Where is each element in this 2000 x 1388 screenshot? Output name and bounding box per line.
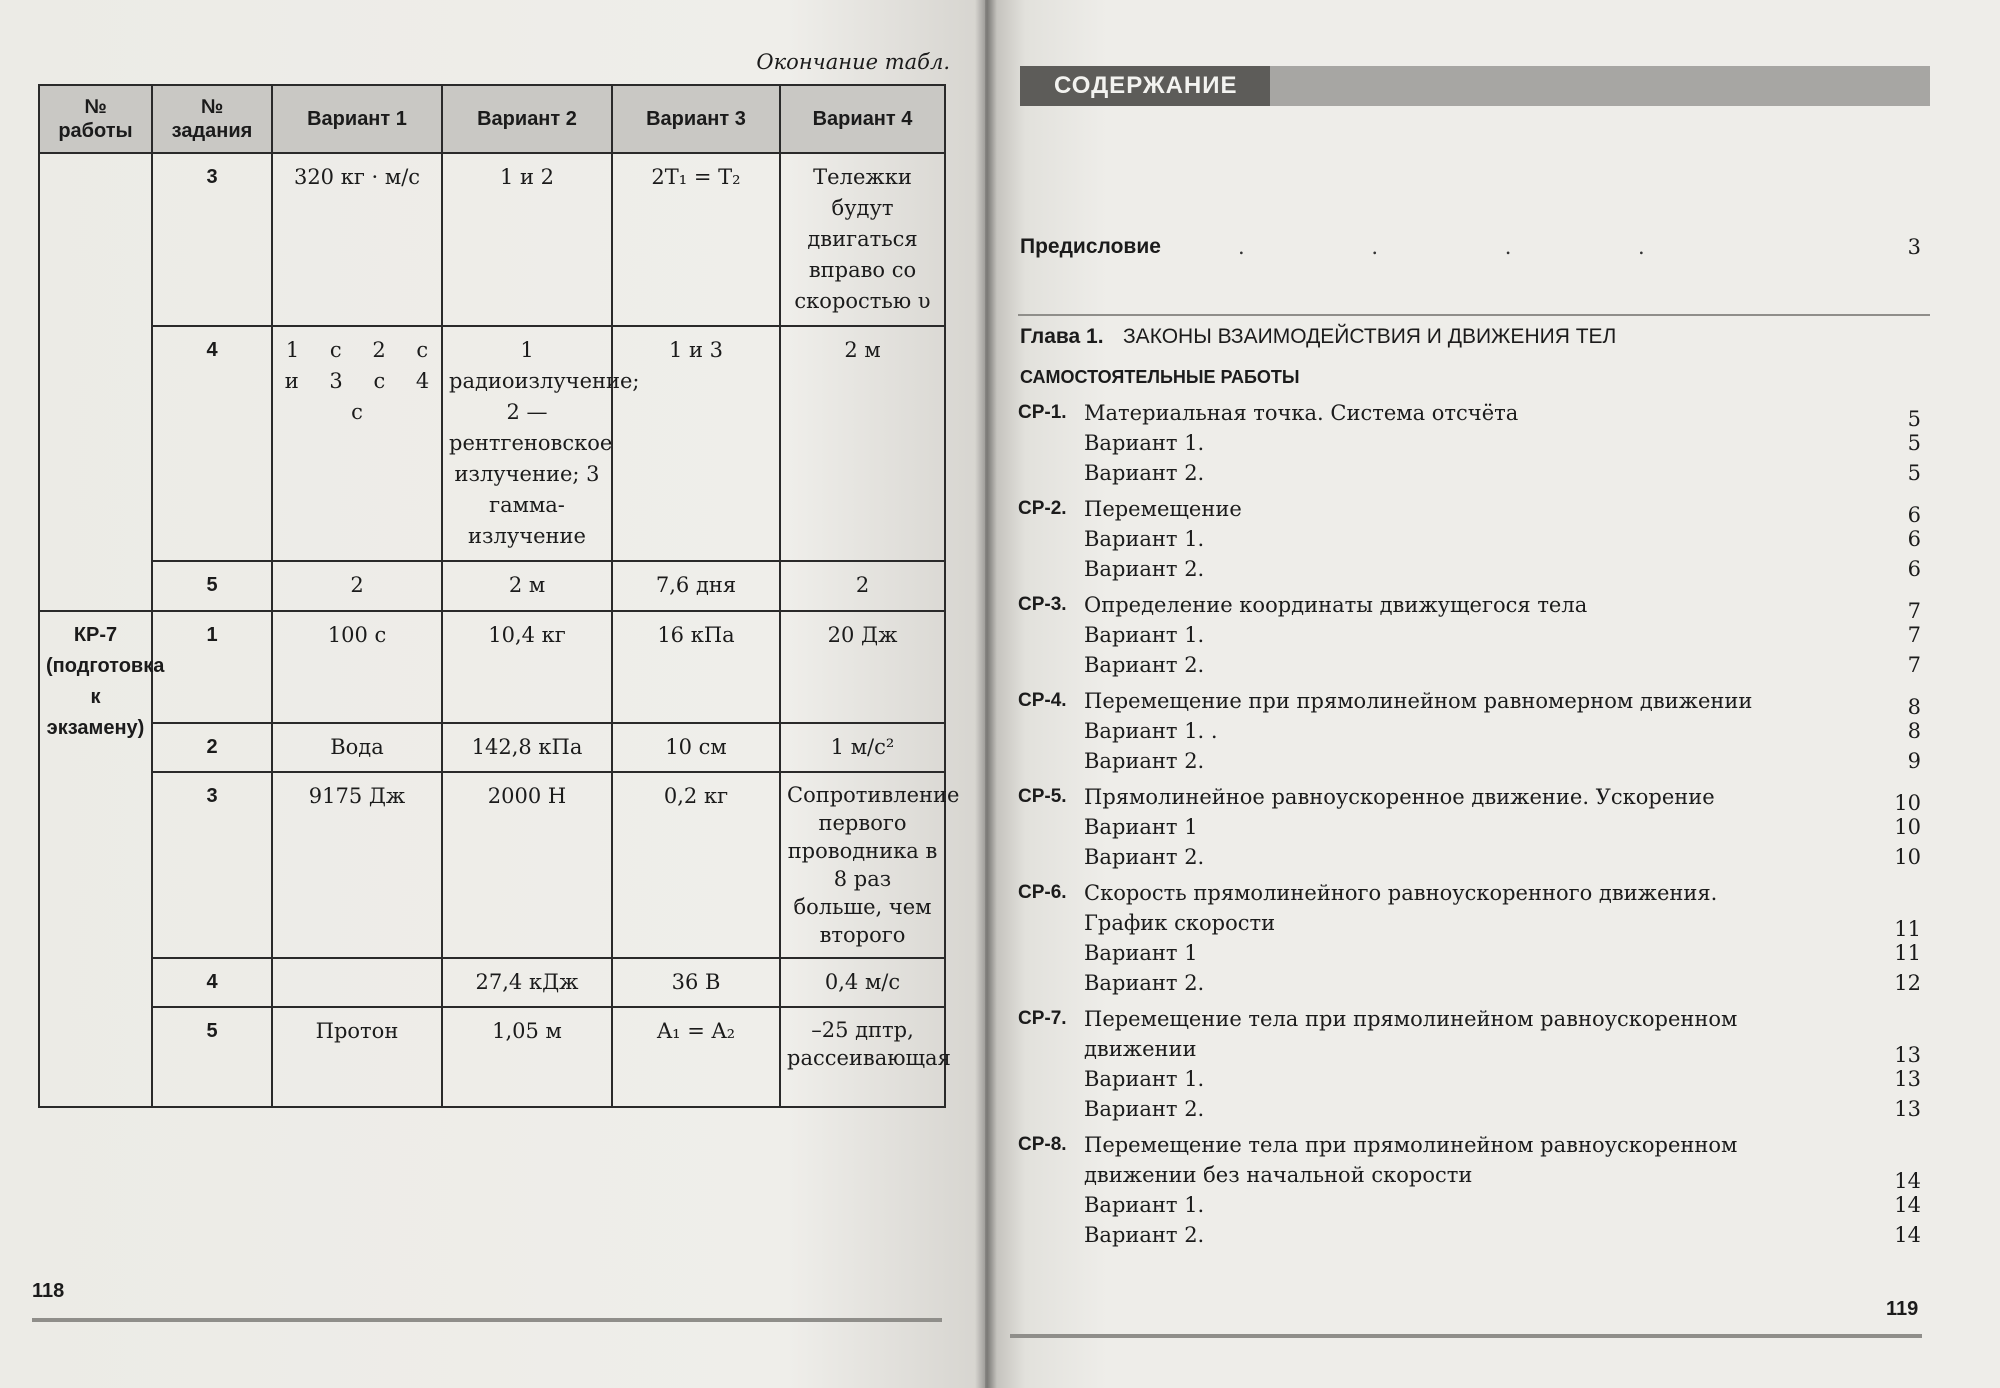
toc-variant[interactable]: [1018, 746, 1933, 782]
toc-entry[interactable]: [1018, 782, 1933, 815]
entry-code: СР-1.: [1018, 402, 1067, 423]
toc-entry-continued[interactable]: [1018, 1034, 1933, 1067]
toc-page-number: 9: [1907, 749, 1921, 773]
toc-variant[interactable]: [1018, 716, 1933, 746]
variant-label: Вариант 2.: [1084, 845, 1205, 869]
table-cell-task: 5: [152, 1007, 272, 1107]
entry-code: СР-7.: [1018, 1008, 1067, 1029]
toc-page-number: 13: [1894, 1043, 1921, 1067]
entry-title-continued: График скорости: [1084, 911, 1276, 935]
preface-label: Предисловие: [1020, 235, 1161, 258]
table-cell-task: 3: [152, 153, 272, 326]
table-cell-task: 2: [152, 723, 272, 772]
variant-label: Вариант 1.: [1084, 1193, 1205, 1217]
entry-title: Определение координаты движущегося тела: [1084, 593, 1588, 617]
entry-title: Перемещение тела при прямолинейном равноускоренном: [1084, 1007, 1738, 1031]
header-variant-3: Вариант 3: [612, 85, 780, 153]
variant-label: Вариант 2.: [1084, 653, 1205, 677]
table-cell: 1 м/с²: [780, 723, 945, 772]
table-cell: 2 м: [442, 561, 612, 611]
table-cell: A₁ = A₂: [612, 1007, 780, 1107]
toc-variant[interactable]: [1018, 842, 1933, 878]
table-cell-task: 5: [152, 561, 272, 611]
header-variant-1: Вариант 1: [272, 85, 442, 153]
table-cell: 2000 Н: [442, 772, 612, 958]
variant-label: Вариант 1. .: [1084, 719, 1218, 743]
toc-entry[interactable]: [1018, 1004, 1933, 1034]
toc-entry[interactable]: [1018, 686, 1933, 719]
toc-page-number: 6: [1907, 557, 1921, 581]
entry-title-continued: движении: [1084, 1037, 1197, 1061]
table-cell: 36 В: [612, 958, 780, 1007]
table-cell-task: 3: [152, 772, 272, 958]
variant-label: Вариант 2.: [1084, 461, 1205, 485]
entry-code: СР-4.: [1018, 690, 1067, 711]
table-cell: Тележки будут двигаться вправо со скоростью υ: [780, 153, 945, 326]
toc-page-number: 14: [1894, 1193, 1921, 1217]
variant-label: Вариант 1: [1084, 815, 1198, 839]
page-number-left: 118: [32, 1280, 65, 1302]
toc-variant[interactable]: [1018, 1190, 1933, 1220]
page-number-right: 119: [1886, 1298, 1919, 1320]
table-cell: 27,4 кДж: [442, 958, 612, 1007]
table-row: [39, 153, 945, 326]
toc-page-number: 10: [1894, 845, 1921, 869]
table-cell: 320 кг · м/с: [272, 153, 442, 326]
toc-variant[interactable]: [1018, 812, 1933, 842]
toc-page-number: 7: [1907, 653, 1921, 677]
toc-page-number: 13: [1894, 1097, 1921, 1121]
toc-page-number: 5: [1907, 461, 1921, 485]
toc-variant[interactable]: [1018, 650, 1933, 686]
table-row: [39, 772, 945, 958]
footer-rule-right: [1010, 1334, 1922, 1338]
toc-page-number: 11: [1894, 941, 1921, 965]
variant-label: Вариант 1: [1084, 941, 1198, 965]
toc-variant[interactable]: [1018, 554, 1933, 590]
toc-page-number: 7: [1907, 623, 1921, 647]
table-header-row: [39, 85, 945, 153]
entry-code: СР-8.: [1018, 1134, 1067, 1155]
header-variant-2: Вариант 2: [442, 85, 612, 153]
toc-page-number: 14: [1894, 1223, 1921, 1247]
toc-preface[interactable]: [1018, 232, 1933, 272]
toc-entry[interactable]: [1018, 878, 1933, 908]
entry-title: Прямолинейное равноускоренное движение. Ускорение: [1084, 785, 1715, 809]
toc-entry[interactable]: [1018, 398, 1933, 431]
table-cell: 10 см: [612, 723, 780, 772]
variant-label: Вариант 2.: [1084, 557, 1205, 581]
table-cell: Протон: [272, 1007, 442, 1107]
table-cell: 2 м: [780, 326, 945, 561]
entry-title: Материальная точка. Система отсчёта: [1084, 401, 1519, 425]
table-row: [39, 723, 945, 772]
table-cell-task: 1: [152, 611, 272, 723]
toc-page-number: 5: [1907, 407, 1921, 431]
variant-label: Вариант 2.: [1084, 1223, 1205, 1247]
contents-heading-bar: [1020, 66, 1930, 106]
answers-table: [38, 84, 960, 1108]
entry-code: СР-5.: [1018, 786, 1067, 807]
toc-page-number: 12: [1894, 971, 1921, 995]
variant-label: Вариант 1.: [1084, 527, 1205, 551]
toc-page-number: 10: [1894, 815, 1921, 839]
table-row: [39, 326, 945, 561]
entry-title-continued: движении без начальной скорости: [1084, 1163, 1473, 1187]
toc-entries: [1018, 398, 1933, 1250]
header-work-number: № работы: [39, 85, 152, 153]
toc-variant[interactable]: [1018, 1094, 1933, 1130]
section-title: САМОСТОЯТЕЛЬНЫЕ РАБОТЫ: [1020, 367, 1300, 387]
variant-label: Вариант 2.: [1084, 971, 1205, 995]
leader-dots: . . . .: [1238, 235, 1705, 259]
book-gutter: [975, 0, 997, 1388]
toc-entry[interactable]: [1018, 494, 1933, 527]
variant-label: Вариант 1.: [1084, 623, 1205, 647]
toc-chapter-1: [1018, 316, 1933, 396]
contents-title: СОДЕРЖАНИЕ: [1020, 66, 1270, 106]
table-cell: 20 Дж: [780, 611, 945, 723]
chapter-prefix: Глава 1.: [1020, 325, 1104, 348]
table-of-contents: [1018, 232, 1933, 272]
table-cell: 10,4 кг: [442, 611, 612, 723]
table-cell: 1 радиоизлучение; 2 — рентгеновское излучение; 3 гамма-излучение: [442, 326, 612, 561]
table-cell: 16 кПа: [612, 611, 780, 723]
table-cell: [272, 958, 442, 1007]
toc-variant[interactable]: [1018, 524, 1933, 554]
table-cell: 142,8 кПа: [442, 723, 612, 772]
table-cell: Сопротивление первого проводника в 8 раз больше, чем второго: [780, 772, 945, 958]
toc-variant[interactable]: [1018, 458, 1933, 494]
chapter-title: ЗАКОНЫ ВЗАИМОДЕЙСТВИЯ И ДВИЖЕНИЯ ТЕЛ: [1123, 325, 1617, 348]
header-task-number: № задания: [152, 85, 272, 153]
variant-label: Вариант 2.: [1084, 1097, 1205, 1121]
toc-variant[interactable]: [1018, 620, 1933, 650]
toc-page-number: 14: [1894, 1169, 1921, 1193]
toc-page-number: 5: [1907, 431, 1921, 455]
toc-variant[interactable]: [1018, 968, 1933, 1004]
entry-code: СР-6.: [1018, 882, 1067, 903]
section-heading: [1018, 358, 1933, 396]
toc-entry[interactable]: [1018, 590, 1933, 623]
chapter-heading[interactable]: [1018, 316, 1933, 358]
toc-page-number: 11: [1894, 917, 1921, 941]
toc-page-number: 7: [1907, 599, 1921, 623]
toc-variant[interactable]: [1018, 428, 1933, 458]
toc-page-number: 13: [1894, 1067, 1921, 1091]
table-cell: 1 и 2: [442, 153, 612, 326]
table-row: [39, 611, 945, 723]
table-cell: 1 с 2 с и 3 с 4 с: [272, 326, 442, 561]
toc-page-number: 8: [1907, 719, 1921, 743]
entry-title: Перемещение: [1084, 497, 1242, 521]
entry-code: СР-3.: [1018, 594, 1067, 615]
toc-entry-continued[interactable]: [1018, 908, 1933, 941]
table-cell: 9175 Дж: [272, 772, 442, 958]
table-cell-task: 4: [152, 326, 272, 561]
variant-label: Вариант 2.: [1084, 749, 1205, 773]
table-cell: 1 и 3: [612, 326, 780, 561]
toc-variant[interactable]: [1018, 1064, 1933, 1094]
entry-title: Перемещение тела при прямолинейном равноускоренном: [1084, 1133, 1738, 1157]
table-cell: 1,05 м: [442, 1007, 612, 1107]
toc-page-number: 6: [1907, 527, 1921, 551]
table-row: [39, 561, 945, 611]
entry-code: СР-2.: [1018, 498, 1067, 519]
table-cell: 2: [780, 561, 945, 611]
entry-title: Скорость прямолинейного равноускоренного движения.: [1084, 881, 1718, 905]
table-cell: 7,6 дня: [612, 561, 780, 611]
table-cell: 0,2 кг: [612, 772, 780, 958]
toc-page-number: 8: [1907, 695, 1921, 719]
table-row: [39, 958, 945, 1007]
table-cell: 2T₁ = T₂: [612, 153, 780, 326]
toc-entry-continued[interactable]: [1018, 1160, 1933, 1193]
table-cell: 100 с: [272, 611, 442, 723]
table-cell: 0,4 м/с: [780, 958, 945, 1007]
table-cell: 2: [272, 561, 442, 611]
table-cell-work: КР-7 (подготовка к экзамену): [39, 611, 152, 1107]
toc-entry[interactable]: [1018, 1130, 1933, 1160]
toc-page-number: 6: [1907, 503, 1921, 527]
header-variant-4: Вариант 4: [780, 85, 945, 153]
table-cell: Вода: [272, 723, 442, 772]
toc-page-number: 10: [1894, 791, 1921, 815]
variant-label: Вариант 1.: [1084, 431, 1205, 455]
table-cell-task: 4: [152, 958, 272, 1007]
table-cell: –25 дптр, рассеивающая: [780, 1007, 945, 1107]
table-row: [39, 1007, 945, 1107]
table-cell-work: [39, 153, 152, 611]
variant-label: Вариант 1.: [1084, 1067, 1205, 1091]
toc-variant[interactable]: [1018, 1220, 1933, 1250]
footer-rule-left: [32, 1318, 942, 1322]
toc-variant[interactable]: [1018, 938, 1933, 968]
table-caption: Окончание табл.: [756, 50, 950, 74]
entry-title: Перемещение при прямолинейном равномерном движении: [1084, 689, 1753, 713]
toc-page-number: 3: [1907, 235, 1921, 259]
